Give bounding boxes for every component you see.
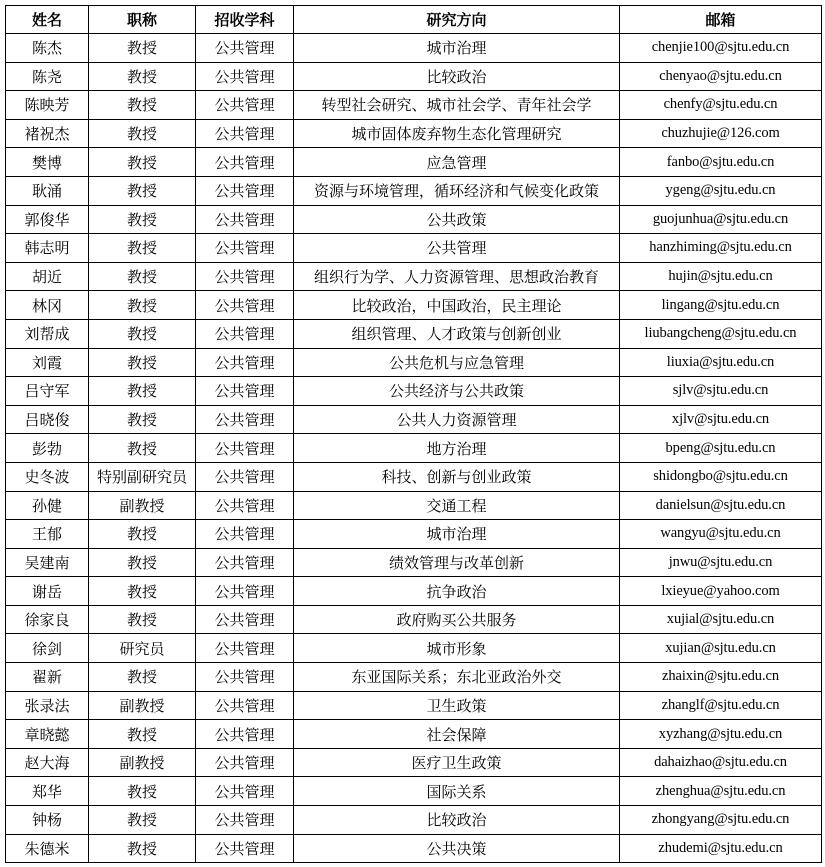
table-row bbox=[6, 148, 822, 177]
table-row bbox=[6, 405, 822, 434]
cell-title: 教授 bbox=[89, 405, 196, 434]
cell-subject: 公共管理 bbox=[196, 262, 294, 291]
cell-email: bpeng@sjtu.edu.cn bbox=[620, 434, 822, 463]
table-row bbox=[6, 520, 822, 549]
header-row bbox=[6, 6, 822, 34]
table-row bbox=[6, 548, 822, 577]
table-row bbox=[6, 91, 822, 120]
cell-direction: 应急管理 bbox=[294, 148, 620, 177]
table-row bbox=[6, 491, 822, 520]
cell-name: 陈杰 bbox=[6, 34, 89, 63]
cell-name: 刘帮成 bbox=[6, 319, 89, 348]
cell-name: 郭俊华 bbox=[6, 205, 89, 234]
table-row bbox=[6, 234, 822, 263]
cell-direction: 抗争政治 bbox=[294, 577, 620, 606]
cell-name: 徐剑 bbox=[6, 634, 89, 663]
cell-subject: 公共管理 bbox=[196, 119, 294, 148]
cell-title: 教授 bbox=[89, 119, 196, 148]
cell-name: 王郁 bbox=[6, 520, 89, 549]
cell-name: 彭勃 bbox=[6, 434, 89, 463]
cell-email: zhudemi@sjtu.edu.cn bbox=[620, 834, 822, 863]
cell-direction: 交通工程 bbox=[294, 491, 620, 520]
cell-subject: 公共管理 bbox=[196, 605, 294, 634]
cell-name: 谢岳 bbox=[6, 577, 89, 606]
cell-title: 教授 bbox=[89, 234, 196, 263]
cell-direction: 卫生政策 bbox=[294, 691, 620, 720]
table-row bbox=[6, 806, 822, 835]
cell-email: zhenghua@sjtu.edu.cn bbox=[620, 777, 822, 806]
cell-subject: 公共管理 bbox=[196, 462, 294, 491]
table-row bbox=[6, 119, 822, 148]
cell-name: 徐家良 bbox=[6, 605, 89, 634]
cell-subject: 公共管理 bbox=[196, 91, 294, 120]
cell-name: 史冬波 bbox=[6, 462, 89, 491]
cell-subject: 公共管理 bbox=[196, 348, 294, 377]
cell-direction: 比较政治，中国政治，民主理论 bbox=[294, 291, 620, 320]
cell-email: wangyu@sjtu.edu.cn bbox=[620, 520, 822, 549]
table-row bbox=[6, 691, 822, 720]
cell-name: 钟杨 bbox=[6, 806, 89, 835]
cell-subject: 公共管理 bbox=[196, 34, 294, 63]
cell-email: xjlv@sjtu.edu.cn bbox=[620, 405, 822, 434]
cell-subject: 公共管理 bbox=[196, 548, 294, 577]
cell-email: xujian@sjtu.edu.cn bbox=[620, 634, 822, 663]
cell-direction: 组织行为学、人力资源管理、思想政治教育 bbox=[294, 262, 620, 291]
cell-title: 教授 bbox=[89, 205, 196, 234]
table-header bbox=[6, 6, 822, 34]
cell-subject: 公共管理 bbox=[196, 720, 294, 749]
cell-direction: 城市治理 bbox=[294, 520, 620, 549]
cell-name: 刘霞 bbox=[6, 348, 89, 377]
cell-name: 张录法 bbox=[6, 691, 89, 720]
cell-name: 孙健 bbox=[6, 491, 89, 520]
cell-subject: 公共管理 bbox=[196, 520, 294, 549]
cell-name: 耿涌 bbox=[6, 176, 89, 205]
cell-subject: 公共管理 bbox=[196, 434, 294, 463]
cell-title: 教授 bbox=[89, 806, 196, 835]
cell-name: 褚祝杰 bbox=[6, 119, 89, 148]
header-email: 邮箱 bbox=[620, 6, 822, 34]
cell-subject: 公共管理 bbox=[196, 577, 294, 606]
cell-title: 教授 bbox=[89, 34, 196, 63]
cell-email: danielsun@sjtu.edu.cn bbox=[620, 491, 822, 520]
cell-title: 教授 bbox=[89, 348, 196, 377]
cell-title: 特别副研究员 bbox=[89, 462, 196, 491]
cell-title: 教授 bbox=[89, 176, 196, 205]
cell-name: 吴建南 bbox=[6, 548, 89, 577]
cell-subject: 公共管理 bbox=[196, 319, 294, 348]
cell-direction: 城市形象 bbox=[294, 634, 620, 663]
cell-title: 教授 bbox=[89, 663, 196, 692]
cell-subject: 公共管理 bbox=[196, 405, 294, 434]
cell-email: zhaixin@sjtu.edu.cn bbox=[620, 663, 822, 692]
table-row bbox=[6, 577, 822, 606]
cell-name: 樊博 bbox=[6, 148, 89, 177]
table-row bbox=[6, 205, 822, 234]
cell-name: 陈尧 bbox=[6, 62, 89, 91]
cell-direction: 医疗卫生政策 bbox=[294, 748, 620, 777]
cell-email: jnwu@sjtu.edu.cn bbox=[620, 548, 822, 577]
header-direction: 研究方向 bbox=[294, 6, 620, 34]
cell-direction: 公共管理 bbox=[294, 234, 620, 263]
table-row bbox=[6, 434, 822, 463]
cell-name: 郑华 bbox=[6, 777, 89, 806]
cell-title: 教授 bbox=[89, 91, 196, 120]
table-row bbox=[6, 720, 822, 749]
cell-title: 教授 bbox=[89, 605, 196, 634]
cell-title: 教授 bbox=[89, 434, 196, 463]
cell-email: shidongbo@sjtu.edu.cn bbox=[620, 462, 822, 491]
cell-email: fanbo@sjtu.edu.cn bbox=[620, 148, 822, 177]
cell-direction: 东亚国际关系；东北亚政治外交 bbox=[294, 663, 620, 692]
cell-title: 副教授 bbox=[89, 691, 196, 720]
cell-email: xyzhang@sjtu.edu.cn bbox=[620, 720, 822, 749]
cell-name: 胡近 bbox=[6, 262, 89, 291]
cell-email: hujin@sjtu.edu.cn bbox=[620, 262, 822, 291]
cell-name: 章晓懿 bbox=[6, 720, 89, 749]
table-row bbox=[6, 748, 822, 777]
cell-subject: 公共管理 bbox=[196, 62, 294, 91]
cell-subject: 公共管理 bbox=[196, 291, 294, 320]
cell-direction: 政府购买公共服务 bbox=[294, 605, 620, 634]
cell-subject: 公共管理 bbox=[196, 663, 294, 692]
cell-name: 翟新 bbox=[6, 663, 89, 692]
cell-subject: 公共管理 bbox=[196, 377, 294, 406]
table-row bbox=[6, 663, 822, 692]
cell-title: 副教授 bbox=[89, 491, 196, 520]
cell-title: 教授 bbox=[89, 548, 196, 577]
cell-title: 教授 bbox=[89, 62, 196, 91]
table-row bbox=[6, 291, 822, 320]
header-name: 姓名 bbox=[6, 6, 89, 34]
cell-email: lingang@sjtu.edu.cn bbox=[620, 291, 822, 320]
cell-email: ygeng@sjtu.edu.cn bbox=[620, 176, 822, 205]
cell-title: 研究员 bbox=[89, 634, 196, 663]
cell-email: guojunhua@sjtu.edu.cn bbox=[620, 205, 822, 234]
cell-subject: 公共管理 bbox=[196, 234, 294, 263]
table-row bbox=[6, 377, 822, 406]
cell-name: 吕晓俊 bbox=[6, 405, 89, 434]
cell-direction: 公共危机与应急管理 bbox=[294, 348, 620, 377]
cell-title: 教授 bbox=[89, 777, 196, 806]
cell-direction: 社会保障 bbox=[294, 720, 620, 749]
cell-email: lxieyue@yahoo.com bbox=[620, 577, 822, 606]
cell-title: 教授 bbox=[89, 148, 196, 177]
cell-direction: 公共人力资源管理 bbox=[294, 405, 620, 434]
cell-subject: 公共管理 bbox=[196, 691, 294, 720]
cell-name: 朱德米 bbox=[6, 834, 89, 863]
cell-title: 教授 bbox=[89, 291, 196, 320]
cell-subject: 公共管理 bbox=[196, 176, 294, 205]
table-row bbox=[6, 634, 822, 663]
cell-direction: 国际关系 bbox=[294, 777, 620, 806]
cell-subject: 公共管理 bbox=[196, 205, 294, 234]
table-row bbox=[6, 605, 822, 634]
table-row bbox=[6, 62, 822, 91]
cell-subject: 公共管理 bbox=[196, 834, 294, 863]
cell-direction: 地方治理 bbox=[294, 434, 620, 463]
table-row bbox=[6, 777, 822, 806]
cell-direction: 资源与环境管理，循环经济和气候变化政策 bbox=[294, 176, 620, 205]
cell-subject: 公共管理 bbox=[196, 777, 294, 806]
table-row bbox=[6, 34, 822, 63]
cell-direction: 城市固体废弃物生态化管理研究 bbox=[294, 119, 620, 148]
table-body bbox=[6, 34, 822, 863]
cell-title: 教授 bbox=[89, 720, 196, 749]
cell-title: 教授 bbox=[89, 834, 196, 863]
cell-email: sjlv@sjtu.edu.cn bbox=[620, 377, 822, 406]
table-row bbox=[6, 176, 822, 205]
cell-subject: 公共管理 bbox=[196, 748, 294, 777]
cell-email: xujial@sjtu.edu.cn bbox=[620, 605, 822, 634]
cell-direction: 公共决策 bbox=[294, 834, 620, 863]
cell-direction: 科技、创新与创业政策 bbox=[294, 462, 620, 491]
cell-email: zhongyang@sjtu.edu.cn bbox=[620, 806, 822, 835]
cell-name: 吕守军 bbox=[6, 377, 89, 406]
cell-email: chenfy@sjtu.edu.cn bbox=[620, 91, 822, 120]
cell-name: 韩志明 bbox=[6, 234, 89, 263]
table-row bbox=[6, 319, 822, 348]
cell-direction: 组织管理、人才政策与创新创业 bbox=[294, 319, 620, 348]
cell-email: chenjie100@sjtu.edu.cn bbox=[620, 34, 822, 63]
cell-name: 陈映芳 bbox=[6, 91, 89, 120]
cell-direction: 公共经济与公共政策 bbox=[294, 377, 620, 406]
cell-email: chenyao@sjtu.edu.cn bbox=[620, 62, 822, 91]
cell-subject: 公共管理 bbox=[196, 148, 294, 177]
cell-title: 教授 bbox=[89, 319, 196, 348]
cell-direction: 转型社会研究、城市社会学、青年社会学 bbox=[294, 91, 620, 120]
table-row bbox=[6, 462, 822, 491]
cell-email: zhanglf@sjtu.edu.cn bbox=[620, 691, 822, 720]
cell-email: liuxia@sjtu.edu.cn bbox=[620, 348, 822, 377]
cell-direction: 比较政治 bbox=[294, 806, 620, 835]
cell-title: 教授 bbox=[89, 377, 196, 406]
table-row bbox=[6, 348, 822, 377]
cell-direction: 公共政策 bbox=[294, 205, 620, 234]
cell-name: 林冈 bbox=[6, 291, 89, 320]
cell-name: 赵大海 bbox=[6, 748, 89, 777]
cell-direction: 比较政治 bbox=[294, 62, 620, 91]
faculty-table bbox=[5, 5, 822, 863]
cell-email: dahaizhao@sjtu.edu.cn bbox=[620, 748, 822, 777]
cell-subject: 公共管理 bbox=[196, 634, 294, 663]
header-title: 职称 bbox=[89, 6, 196, 34]
header-subject: 招收学科 bbox=[196, 6, 294, 34]
cell-title: 副教授 bbox=[89, 748, 196, 777]
cell-email: chuzhujie@126.com bbox=[620, 119, 822, 148]
cell-direction: 城市治理 bbox=[294, 34, 620, 63]
cell-subject: 公共管理 bbox=[196, 491, 294, 520]
cell-email: hanzhiming@sjtu.edu.cn bbox=[620, 234, 822, 263]
cell-title: 教授 bbox=[89, 520, 196, 549]
cell-title: 教授 bbox=[89, 262, 196, 291]
table-row bbox=[6, 834, 822, 863]
cell-email: liubangcheng@sjtu.edu.cn bbox=[620, 319, 822, 348]
cell-title: 教授 bbox=[89, 577, 196, 606]
cell-direction: 绩效管理与改革创新 bbox=[294, 548, 620, 577]
table-row bbox=[6, 262, 822, 291]
cell-subject: 公共管理 bbox=[196, 806, 294, 835]
